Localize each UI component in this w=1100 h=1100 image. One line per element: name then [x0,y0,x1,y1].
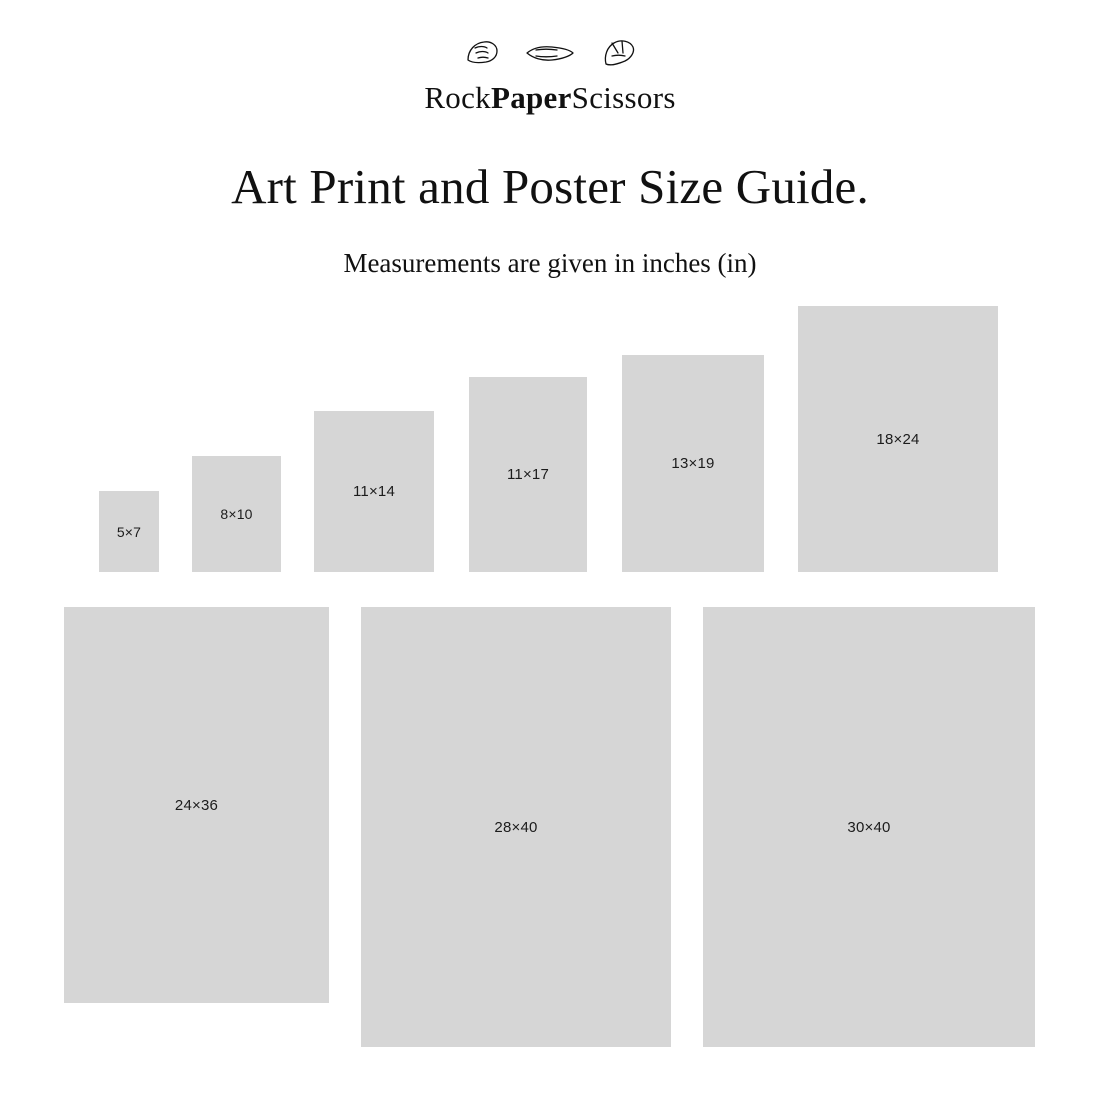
brand-header [0,0,1100,116]
page-title: Art Print and Poster Size Guide. [231,159,869,214]
size-box-label: 13×19 [671,455,715,472]
brand-word-rock: Rock [424,80,491,115]
paper-hand-icon [524,41,576,65]
page-subtitle: Measurements are given in inches (in) [343,247,757,278]
size-box[interactable] [99,491,159,572]
size-box-label: 11×17 [506,466,549,483]
size-box-label: 18×24 [876,430,920,448]
size-box[interactable] [361,607,671,1047]
size-box-label: 5×7 [116,523,142,540]
size-box[interactable] [192,456,281,572]
brand-word-paper: Paper [490,80,572,115]
size-box-label: 30×40 [847,818,891,836]
size-box-label: 11×14 [352,483,395,500]
size-box-label: 8×10 [220,506,253,522]
size-box-label: 24×36 [174,796,219,814]
brand-word-scissors: Scissors [571,80,676,115]
size-box[interactable] [622,355,764,572]
brand-icon-group [0,30,1100,76]
size-box[interactable] [314,411,434,572]
scissors-hand-icon [598,36,638,70]
size-box-label: 28×40 [494,818,538,836]
size-box[interactable] [703,607,1035,1047]
brand-wordmark [0,80,1100,116]
size-box[interactable] [469,377,587,572]
rock-hand-icon [462,36,502,70]
size-box[interactable] [798,306,998,572]
size-box[interactable] [64,607,329,1003]
